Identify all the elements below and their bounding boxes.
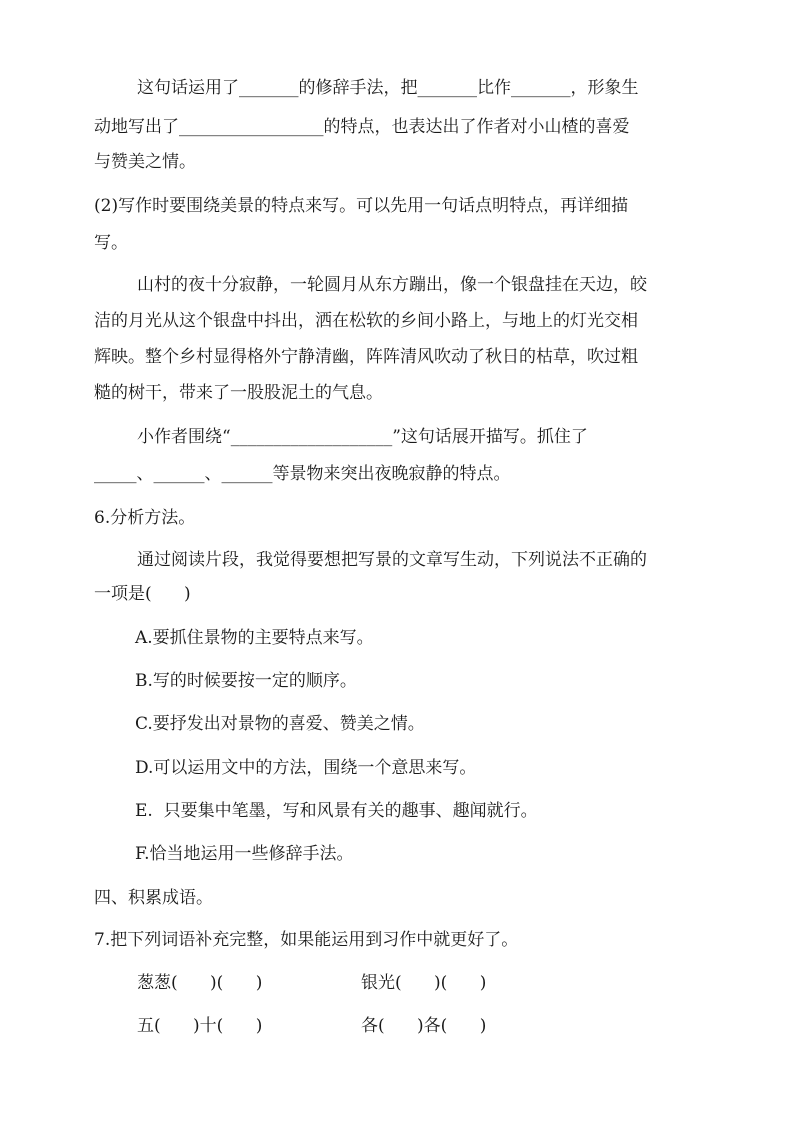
section-6-stem-line-2: 一项是( ) <box>94 584 191 604</box>
option-a: A.要抓住景物的主要特点来写。 <box>135 628 374 648</box>
passage-line-2: 洁的月光从这个银盘中抖出，洒在松软的乡间小路上，与地上的灯光交相 <box>94 311 638 331</box>
writing-instruction-line-1: (2)写作时要围绕美景的特点来写。可以先用一句话点明特点，再详细描 <box>94 196 629 216</box>
focus-question-line-1: 小作者围绕“___________________”这句话展开描写。抓住了 <box>137 427 588 447</box>
focus-question-line-2: _____、______、______等景物来突出夜晚寂静的特点。 <box>94 464 511 484</box>
section-6-heading: 6.分析方法。 <box>94 508 196 528</box>
writing-instruction-line-2: 写。 <box>94 233 128 253</box>
idiom-ge-ge: 各( )各( ) <box>361 1016 487 1036</box>
part-4-heading: 四、积累成语。 <box>94 888 213 908</box>
idiom-congcong: 葱葱( )( ) <box>137 973 263 993</box>
option-c: C.要抒发出对景物的喜爱、赞美之情。 <box>135 714 425 734</box>
option-f: F.恰当地运用一些修辞手法。 <box>135 844 354 864</box>
passage-line-1: 山村的夜十分寂静，一轮圆月从东方蹦出，像一个银盘挂在天边，皎 <box>137 275 647 295</box>
option-e: E. 只要集中笔墨，写和风景有关的趣事、趣闻就行。 <box>135 801 538 821</box>
option-b: B.写的时候要按一定的顺序。 <box>135 671 357 691</box>
idiom-yinguang: 银光( )( ) <box>361 973 487 993</box>
passage-line-3: 辉映。整个乡村显得格外宁静清幽，阵阵清风吹动了秋日的枯草，吹过粗 <box>94 347 638 367</box>
rhetoric-question-line-3: 与赞美之情。 <box>94 152 196 172</box>
question-7: 7.把下列词语补充完整，如果能运用到习作中就更好了。 <box>94 930 519 950</box>
rhetoric-question-line-1: 这句话运用了_______的修辞手法，把_______比作_______，形象生 <box>137 78 639 98</box>
rhetoric-question-line-2: 动地写出了_________________的特点，也表达出了作者对小山楂的喜爱 <box>94 117 630 137</box>
section-6-stem-line-1: 通过阅读片段，我觉得要想把写景的文章写生动，下列说法不正确的 <box>137 550 647 570</box>
option-d: D.可以运用文中的方法，围绕一个意思来写。 <box>135 758 477 778</box>
idiom-wu-shi: 五( )十( ) <box>137 1016 263 1036</box>
passage-line-4: 糙的树干，带来了一股股泥土的气息。 <box>94 383 383 403</box>
